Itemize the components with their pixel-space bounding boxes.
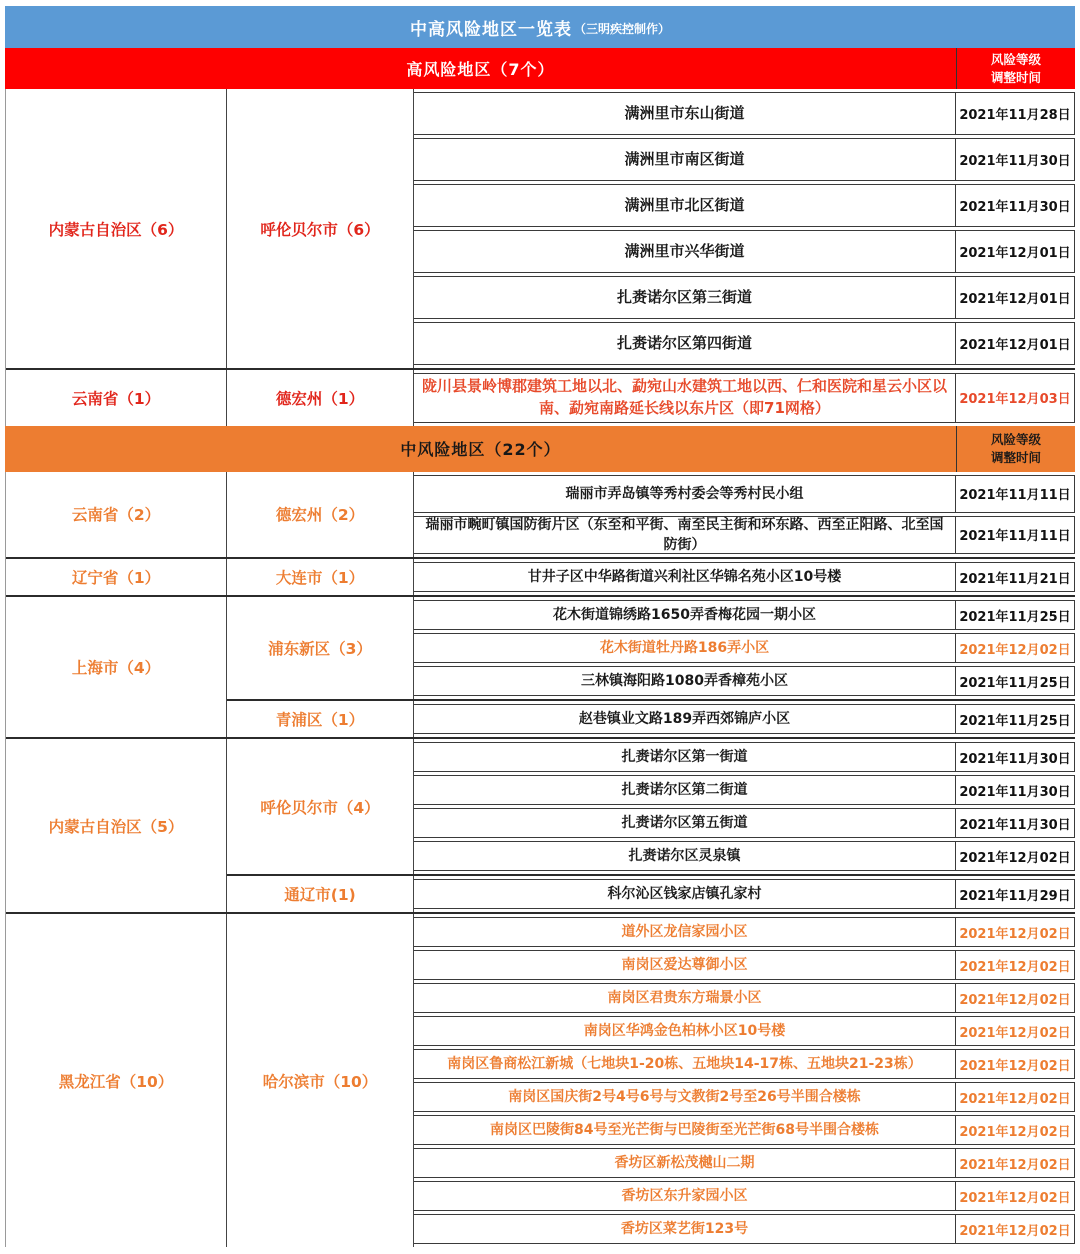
area-cell: 扎赉诺尔区第二街道 <box>621 781 748 798</box>
area-cell: 花木街道牡丹路186弄小区 <box>599 639 770 656</box>
date-cell: 2021年12月03日 <box>955 374 1074 422</box>
date-cell: 2021年11月21日 <box>955 563 1074 591</box>
province-group <box>6 595 1075 737</box>
area-cell: 甘井子区中华路街道兴利社区华锦名苑小区10号楼 <box>527 568 842 585</box>
province-group <box>6 89 1075 368</box>
area-row <box>414 1082 1075 1112</box>
adjust-time-header <box>956 48 1075 89</box>
table-title-bar <box>5 6 1075 48</box>
date-cell: 2021年12月02日 <box>955 1017 1074 1045</box>
city-group <box>227 914 1075 1247</box>
city-group <box>227 472 1075 558</box>
area-row <box>414 950 1075 980</box>
area-cell: 满洲里市北区街道 <box>624 195 745 214</box>
area-rows <box>414 701 1075 737</box>
city-groups <box>227 739 1075 912</box>
area-row <box>414 1181 1075 1211</box>
area-row <box>414 1214 1075 1244</box>
province-group <box>6 912 1075 1247</box>
area-row <box>414 276 1075 319</box>
province-cell: 内蒙古自治区（6） <box>6 89 227 368</box>
section-title: 高风险地区（7个） <box>406 60 555 79</box>
area-row <box>414 138 1075 181</box>
area-row <box>414 704 1075 734</box>
area-cell: 赵巷镇业文路189弄西郊锦庐小区 <box>578 710 791 727</box>
page <box>5 6 1075 1247</box>
date-cell: 2021年12月01日 <box>955 231 1074 272</box>
area-row <box>414 184 1075 227</box>
date-cell: 2021年12月02日 <box>955 1050 1074 1078</box>
city-groups <box>227 472 1075 558</box>
city-cell: 德宏州（1） <box>227 370 414 426</box>
area-cell: 满洲里市兴华街道 <box>624 241 745 260</box>
province-cell: 上海市（4） <box>6 597 227 737</box>
area-cell: 扎赉诺尔区第一街道 <box>621 748 748 765</box>
area-cell: 扎赉诺尔区第三街道 <box>616 287 752 306</box>
area-cell: 南岗区鲁商松江新城（七地块1-20栋、五地块14-17栋、五地块21-23栋） <box>447 1055 922 1072</box>
date-cell: 2021年12月02日 <box>955 1116 1074 1144</box>
date-cell: 2021年11月25日 <box>955 705 1074 733</box>
date-cell: 2021年11月29日 <box>955 880 1074 908</box>
table-title-sub: （三明疾控制作） <box>573 22 670 36</box>
city-groups <box>227 89 1075 368</box>
province-cell: 云南省（1） <box>6 370 227 426</box>
area-row <box>414 516 1075 554</box>
area-row <box>414 917 1075 947</box>
adjust-time-line1: 风险等级 <box>990 52 1041 67</box>
area-cell: 科尔沁区钱家店镇孔家村 <box>607 885 762 902</box>
area-row <box>414 600 1075 630</box>
city-cell: 青浦区（1） <box>227 701 414 737</box>
area-row <box>414 562 1075 592</box>
area-row <box>414 808 1075 838</box>
date-cell: 2021年11月28日 <box>955 93 1074 134</box>
area-cell: 香坊区东升家园小区 <box>621 1187 748 1204</box>
area-cell: 三林镇海阳路1080弄香樟苑小区 <box>581 672 788 689</box>
area-row <box>414 633 1075 663</box>
province-cell: 内蒙古自治区（5） <box>6 739 227 912</box>
section-header-high <box>5 48 1075 89</box>
area-row <box>414 1049 1075 1079</box>
province-group <box>6 368 1075 426</box>
city-groups <box>227 914 1075 1247</box>
area-cell: 扎赉诺尔区第五街道 <box>621 814 748 831</box>
date-cell: 2021年11月30日 <box>955 139 1074 180</box>
date-cell: 2021年11月30日 <box>955 743 1074 771</box>
area-cell: 扎赉诺尔区灵泉镇 <box>628 847 741 864</box>
area-cell: 花木街道锦绣路1650弄香梅花园一期小区 <box>553 606 816 623</box>
area-cell: 南岗区国庆街2号4号6号与文教街2号至26号半围合楼栋 <box>508 1088 861 1105</box>
area-row <box>414 775 1075 805</box>
date-cell: 2021年11月30日 <box>955 185 1074 226</box>
area-cell: 陇川县景岭博郡建筑工地以北、勐宛山水建筑工地以西、仁和医院和星云小区以南、勐宛南路延长线以东片区（即71网格） <box>422 377 948 417</box>
area-row <box>414 1148 1075 1178</box>
area-cell: 香坊区菜艺街123号 <box>620 1220 749 1237</box>
adjust-time-line2: 调整时间 <box>990 449 1041 465</box>
province-group <box>6 472 1075 558</box>
date-cell: 2021年12月01日 <box>955 323 1074 364</box>
area-rows <box>414 370 1075 426</box>
section-title: 中风险地区（22个） <box>400 440 561 459</box>
area-rows <box>414 876 1075 912</box>
risk-table <box>5 48 1075 1247</box>
area-cell: 南岗区巴陵街84号至光芒街与巴陵街至光芒街68号半围合楼栋 <box>490 1121 879 1138</box>
date-cell: 2021年12月02日 <box>955 634 1074 662</box>
city-groups <box>227 370 1075 426</box>
province-cell: 黑龙江省（10） <box>6 914 227 1247</box>
area-row <box>414 666 1075 696</box>
date-cell: 2021年12月02日 <box>955 1149 1074 1177</box>
date-cell: 2021年11月30日 <box>955 809 1074 837</box>
city-group <box>227 559 1075 595</box>
area-cell: 南岗区君贵东方瑞景小区 <box>607 989 762 1006</box>
date-cell: 2021年12月01日 <box>955 277 1074 318</box>
area-row <box>414 322 1075 365</box>
area-rows <box>414 597 1075 699</box>
city-cell: 哈尔滨市（10） <box>227 914 414 1247</box>
date-cell: 2021年12月02日 <box>955 842 1074 870</box>
province-group <box>6 557 1075 595</box>
city-cell: 大连市（1） <box>227 559 414 595</box>
area-cell: 满洲里市东山街道 <box>624 103 745 122</box>
area-cell: 瑞丽市弄岛镇等秀村委会等秀村民小组 <box>565 485 804 502</box>
area-rows <box>414 914 1075 1247</box>
date-cell: 2021年11月25日 <box>955 601 1074 629</box>
city-groups <box>227 597 1075 737</box>
city-group <box>227 874 1075 912</box>
date-cell: 2021年11月25日 <box>955 667 1074 695</box>
adjust-time-header <box>956 426 1075 472</box>
city-cell: 呼伦贝尔市（6） <box>227 89 414 368</box>
city-group <box>227 739 1075 874</box>
area-rows <box>414 739 1075 874</box>
area-rows <box>414 89 1075 368</box>
adjust-time-line1: 风险等级 <box>990 432 1041 447</box>
date-cell: 2021年12月02日 <box>955 951 1074 979</box>
city-group <box>227 89 1075 368</box>
area-row <box>414 92 1075 135</box>
area-row <box>414 230 1075 273</box>
area-cell: 扎赉诺尔区第四街道 <box>616 333 752 352</box>
section-body-high <box>5 89 1075 426</box>
area-row <box>414 879 1075 909</box>
date-cell: 2021年12月02日 <box>955 984 1074 1012</box>
area-row <box>414 742 1075 772</box>
date-cell: 2021年12月02日 <box>955 918 1074 946</box>
city-cell: 呼伦贝尔市（4） <box>227 739 414 874</box>
area-cell: 瑞丽市畹町镇国防街片区（东至和平街、南至民主街和环东路、西至正阳路、北至国防街） <box>425 516 944 553</box>
adjust-time-line2: 调整时间 <box>990 69 1041 85</box>
city-cell: 德宏州（2） <box>227 472 414 558</box>
area-cell: 香坊区新松茂樾山二期 <box>614 1154 755 1171</box>
section-header-mid <box>5 426 1075 472</box>
area-row <box>414 1115 1075 1145</box>
area-row <box>414 373 1075 423</box>
area-cell: 道外区龙信家园小区 <box>621 923 748 940</box>
section-body-mid <box>5 472 1075 1248</box>
area-row <box>414 475 1075 513</box>
date-cell: 2021年12月02日 <box>955 1083 1074 1111</box>
area-rows <box>414 559 1075 595</box>
area-rows <box>414 472 1075 558</box>
date-cell: 2021年12月02日 <box>955 1215 1074 1243</box>
city-group <box>227 597 1075 699</box>
area-cell: 南岗区爱达尊御小区 <box>621 956 748 973</box>
area-row <box>414 1016 1075 1046</box>
city-cell: 通辽市(1) <box>227 876 414 912</box>
city-group <box>227 699 1075 737</box>
province-group <box>6 737 1075 912</box>
area-cell: 南岗区华鸿金色柏林小区10号楼 <box>583 1022 786 1039</box>
province-cell: 云南省（2） <box>6 472 227 558</box>
date-cell: 2021年11月11日 <box>955 476 1074 512</box>
area-row <box>414 983 1075 1013</box>
city-groups <box>227 559 1075 595</box>
date-cell: 2021年12月02日 <box>955 1182 1074 1210</box>
province-cell: 辽宁省（1） <box>6 559 227 595</box>
city-group <box>227 370 1075 426</box>
city-cell: 浦东新区（3） <box>227 597 414 699</box>
area-cell: 满洲里市南区街道 <box>624 149 745 168</box>
table-title: 中高风险地区一览表 <box>409 19 572 40</box>
date-cell: 2021年11月11日 <box>955 517 1074 553</box>
date-cell: 2021年11月30日 <box>955 776 1074 804</box>
area-row <box>414 841 1075 871</box>
